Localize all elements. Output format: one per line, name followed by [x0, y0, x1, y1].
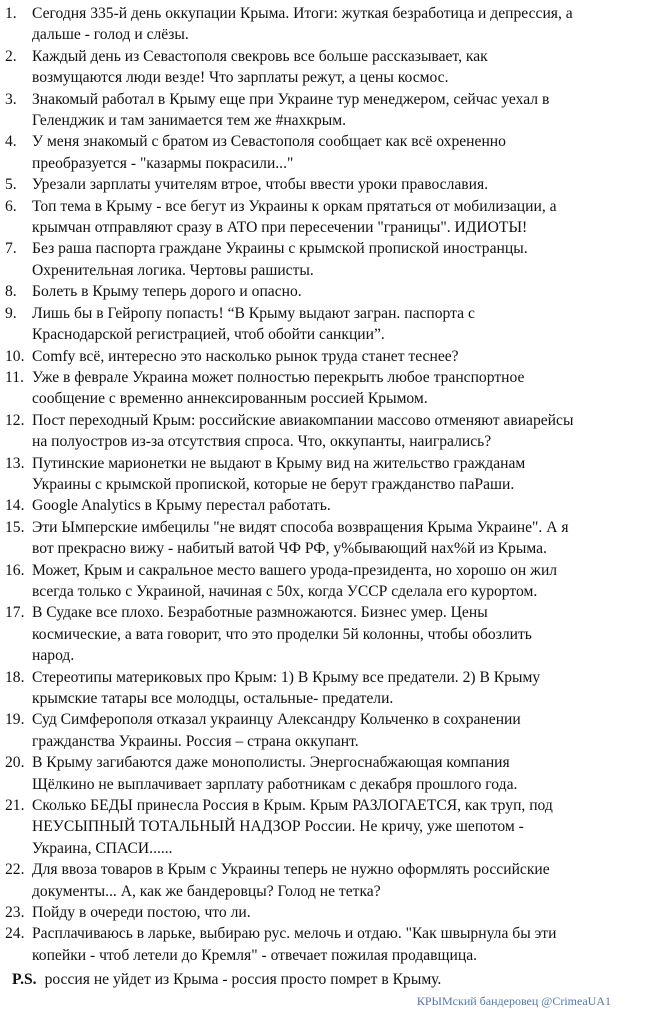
- list-item-text-line: на полуостров из-за отсутствия спроса. Что, оккупанты, наигрались?: [32, 433, 492, 451]
- list-item-text-line: Краснодарской регистрацией, чтоб обойти санкции”.: [32, 326, 385, 344]
- list-item-text-line: космические, а вата говорит, что это проделки 5й колонны, чтобы обозлить: [32, 625, 532, 643]
- list-item: [0, 560, 645, 603]
- list-item: [0, 303, 645, 346]
- list-item: [0, 709, 645, 752]
- list-item: [0, 902, 645, 923]
- list-item-text-line: Сколько БЕДЫ принесла Россия в Крым. Крым РАЗЛОГАЕТСЯ, как труп, под: [32, 797, 553, 815]
- list-item-text-line: Охренительная логика. Чертовы рашисты.: [32, 261, 314, 279]
- list-item-number: 23.: [5, 904, 25, 922]
- list-item-text-line: Украина, СПАСИ......: [32, 839, 173, 857]
- list-item-number: 12.: [5, 411, 25, 429]
- list-item-number: 19.: [5, 711, 25, 729]
- list-item-text-line: Пост переходный Крым: российские авиакомпании массово отменяют авиарейсы: [32, 411, 574, 429]
- list-item-number: 4.: [5, 133, 17, 151]
- list-item-number: 18.: [5, 668, 25, 686]
- list-item-text-line: Эти Ымперские имбецилы "не видят способа возвращения Крыма Украине". А я: [32, 518, 569, 536]
- list-item: [0, 495, 645, 516]
- list-item-text-line: Каждый день из Севастополя свекровь все больше рассказывает, как: [32, 47, 488, 65]
- list-item: [0, 367, 645, 410]
- list-item: [0, 795, 645, 859]
- list-item-number: 17.: [5, 604, 25, 622]
- list-item-text-line: крымчан отправляют сразу в АТО при пересечении "границы". ИДИОТЫ!: [32, 219, 528, 237]
- list-item-text-line: Пойду в очереди постою, что ли.: [32, 904, 251, 922]
- list-item-text-line: преобразуется - "казармы покрасили...": [32, 154, 294, 172]
- list-item-text-line: Болеть в Крыму теперь дорого и опасно.: [32, 283, 302, 301]
- list-item-text-line: вот прекрасно вижу - набитый ватой ЧФ РФ, у%бывающий нах%й из Крыма.: [32, 540, 547, 558]
- list-item-text-line: Геленджик и там занимается тем же #нахкрым.: [32, 112, 346, 130]
- list-item-text-line: Для ввоза товаров в Крым с Украины теперь не нужно оформлять российские: [32, 861, 550, 879]
- list-item-text-line: Урезали зарплаты учителям втрое, чтобы ввести уроки православия.: [32, 176, 489, 194]
- list-item-number: 16.: [5, 561, 25, 579]
- list-item: [0, 453, 645, 496]
- list-item-number: 15.: [5, 518, 25, 536]
- list-item-text-line: Расплачиваюсь в ларьке, выбираю рус. мелочь и отдаю. "Как швырнула бы эти: [32, 925, 557, 943]
- list-item-text-line: Щёлкино не выплачивает зарплату работникам с декабря прошлого года.: [32, 775, 518, 793]
- list-item-number: 7.: [5, 240, 17, 258]
- list-item: [0, 923, 645, 966]
- list-item-number: 13.: [5, 454, 25, 472]
- list-item-number: 22.: [5, 861, 25, 879]
- list-item-text-line: народ.: [32, 647, 75, 665]
- postscript-label: P.S.: [12, 971, 37, 988]
- list-item-text-line: всегда только с Украиной, начиная с 50х, когда УССР сделала его курортом.: [32, 582, 538, 600]
- list-item-text-line: Comfy всё, интересно это насколько рынок труда станет теснее?: [32, 347, 459, 365]
- list-item-number: 9.: [5, 304, 17, 322]
- list-item: [0, 602, 645, 666]
- list-item-text-line: Уже в феврале Украина может полностью перекрыть любое транспортное: [32, 368, 525, 386]
- list-item-text-line: Знакомый работал в Крыму еще при Украине тур менеджером, сейчас уехал в: [32, 90, 550, 108]
- list-item-text-line: гражданства Украины. Россия – страна оккупант.: [32, 732, 359, 750]
- list-item-number: 11.: [5, 368, 24, 386]
- list-item-text-line: Без раша паспорта граждане Украины с крымской пропиской иностранцы.: [32, 240, 528, 258]
- list-item: [0, 667, 645, 710]
- list-item-text-line: возмущаются люди везде! Что зарплаты режут, а цены космос.: [32, 69, 449, 87]
- list-item-text-line: Может, Крым и сакральное место вашего урода-президента, но хорошо он жил: [32, 561, 558, 579]
- list-item-text-line: В Судаке все плохо. Безработные размножаются. Бизнес умер. Цены: [32, 604, 488, 622]
- list-item: [0, 517, 645, 560]
- list-item: [0, 3, 645, 46]
- list-item-text-line: крымские татары все молодцы, остальные- предатели.: [32, 690, 394, 707]
- list-item-text-line: Суд Симферополя отказал украинцу Александру Кольченко в сохранении: [32, 711, 521, 729]
- list-item-text-line: Украины с крымской пропиской, которые не берут гражданство паРаши.: [32, 475, 515, 493]
- list-item-number: 20.: [5, 754, 25, 772]
- list-item-number: 10.: [5, 347, 25, 365]
- list-item: [0, 196, 645, 239]
- list-item-text-line: НЕУСЫПНЫЙ ТОТАЛЬНЫЙ НАДЗОР России. Не кричу, уже шепотом -: [32, 818, 524, 836]
- list-item: [0, 859, 645, 902]
- list-item-text-line: Топ тема в Крыму - все бегут из Украины к оркам прятаться от мобилизации, а: [32, 197, 557, 215]
- list-item-number: 14.: [5, 497, 25, 515]
- list-item-text-line: В Крыму загибаются даже монополисты. Энергоснабжающая компания: [32, 754, 510, 772]
- list-item: [0, 238, 645, 281]
- list-item-number: 3.: [5, 90, 17, 108]
- numbered-list: [0, 3, 645, 966]
- list-item-text-line: Google Analytics в Крыму перестал работать.: [32, 497, 331, 515]
- list-item-number: 5.: [5, 176, 17, 194]
- list-item: [0, 89, 645, 132]
- list-item: [0, 131, 645, 174]
- list-item-text-line: Путинские марионетки не выдают в Крыму вид на жительство гражданам: [32, 454, 526, 472]
- list-item-number: 2.: [5, 47, 17, 65]
- list-item-text-line: Лишь бы в Гейропу попасть! “В Крыму выдают загран. паспорта с: [32, 304, 475, 322]
- list-item-text-line: Сегодня 335-й день оккупации Крыма. Итоги: жуткая безработица и депрессия, а: [32, 5, 573, 22]
- list-item: [0, 281, 645, 302]
- list-item-number: 6.: [5, 197, 17, 215]
- list-item: [0, 752, 645, 795]
- list-item-number: 21.: [5, 797, 25, 815]
- list-item-text-line: дальше - голод и слёзы.: [32, 26, 189, 44]
- list-item: [0, 174, 645, 195]
- list-item-text-line: документы... А, как же бандеровцы? Голод не тетка?: [32, 882, 381, 900]
- signature-watermark: КРЫМский бандеровец @CrimeaUA1: [416, 994, 611, 1008]
- postscript: [12, 969, 441, 990]
- postscript-text: россия не уйдет из Крыма - россия просто помрет в Крыму.: [44, 971, 442, 988]
- list-item-number: 24.: [5, 925, 25, 943]
- list-item: [0, 346, 645, 367]
- list-item-text-line: Стереотипы материковых про Крым: 1) В Крыму все предатели. 2) В Крыму: [32, 668, 541, 686]
- list-item-text-line: копейки - чтоб летели до Кремля" - отвечает пожилая продавщица.: [32, 946, 478, 964]
- list-item-number: 8.: [5, 283, 17, 301]
- list-item-number: 1.: [5, 5, 17, 22]
- list-item-text-line: У меня знакомый с братом из Севастополя сообщает как всё охрененно: [32, 133, 506, 151]
- list-item: [0, 46, 645, 89]
- list-item: [0, 410, 645, 453]
- list-item-text-line: сообщение с временно аннексированным россией Крымом.: [32, 390, 428, 408]
